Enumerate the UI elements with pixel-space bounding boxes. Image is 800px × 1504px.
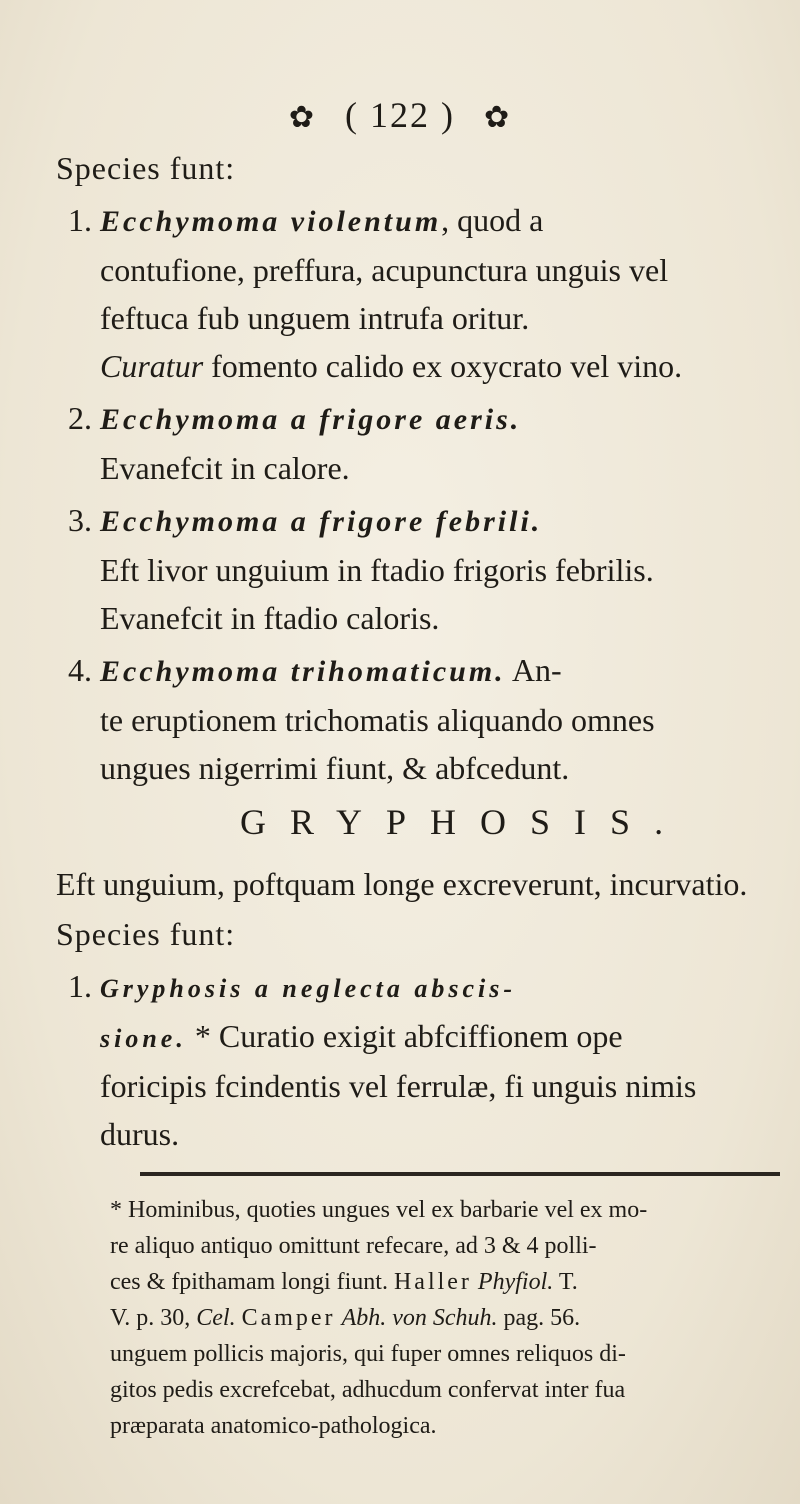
footnote-text: ces & fpithamam longi fiunt. — [110, 1269, 388, 1295]
gryphosis-definition: Eft unguium, poftquam longe excreverunt, incurvatio. — [56, 866, 748, 902]
item2-number: 2. — [68, 400, 92, 436]
ornament-left-icon: ✿ — [288, 101, 316, 134]
item3-line1 — [68, 504, 542, 537]
item4-number: 4. — [68, 652, 92, 688]
item3-line3: Evanefcit in ftadio caloris. — [100, 600, 440, 636]
g1-line4: durus. — [100, 1116, 180, 1152]
g1-number: 1. — [68, 968, 92, 1004]
item1-number: 1. — [68, 202, 92, 238]
footnote-author-haller: Haller — [393, 1269, 472, 1295]
item1-line2: contufione, preffura, acupunctura unguis vel — [100, 252, 669, 288]
footnote-line7: præparata anatomico-pathologica. — [110, 1413, 437, 1439]
footnote-line4 — [110, 1306, 580, 1330]
item4-line3: ungues nigerrimi fiunt, & abfcedunt. — [100, 750, 570, 786]
g1-line2 — [100, 1020, 623, 1052]
item4-line2: te eruptionem trichomatis aliquando omnes — [100, 702, 655, 738]
g1-title-end: sione. — [100, 1024, 187, 1053]
item4-title: Ecchymoma trihomaticum. — [100, 655, 506, 688]
item2-line2: Evanefcit in calore. — [100, 450, 350, 486]
footnote-line6: gitos pedis excrefcebat, adhucdum confervat inter fua — [110, 1377, 626, 1403]
footnote-page: V. p. 30, — [110, 1305, 191, 1331]
item3-title: Ecchymoma a frigore febrili. — [100, 505, 543, 538]
item2-line1 — [68, 402, 521, 435]
species-heading-2: Species funt: — [56, 916, 236, 952]
item1-line4 — [100, 350, 682, 382]
item4-line1-text: An- — [511, 652, 562, 688]
curatur-word: Curatur — [100, 348, 204, 384]
footnote-line5: unguem pollicis majoris, qui fuper omnes reliquos di- — [110, 1341, 626, 1367]
item3-number: 3. — [68, 502, 92, 538]
item2-title: Ecchymoma a frigore aeris. — [100, 403, 522, 436]
item1-title: Ecchymoma violentum — [100, 205, 442, 238]
gryphosis-heading: GRYPHOSIS. — [240, 802, 688, 842]
item3-line2: Eft livor unguium in ftadio frigoris febrilis. — [100, 552, 654, 588]
g1-line2-text: * Curatio exigit abfciffionem ope — [194, 1018, 623, 1054]
footnote-work-abh: Abh. von Schuh. — [341, 1305, 498, 1331]
item4-line1 — [68, 654, 562, 687]
footnote-cel: Cel. — [196, 1305, 236, 1331]
ornament-right-icon: ✿ — [483, 101, 512, 134]
footnote-pag: pag. 56. — [503, 1305, 581, 1331]
page-header — [0, 94, 800, 136]
footnote-line2: re aliquo antiquo omittunt refecare, ad 3 & 4 polli- — [110, 1233, 597, 1259]
footnote-volume: T. — [558, 1269, 578, 1295]
g1-title: Gryphosis a neglecta abscis- — [100, 974, 517, 1003]
item1-line3: feftuca fub unguem intrufa oritur. — [100, 300, 530, 336]
item1-text: , quod a — [441, 202, 544, 238]
species-heading: Species funt: — [56, 150, 236, 186]
item1-line1 — [68, 204, 543, 237]
footnote-rule — [140, 1172, 780, 1176]
g1-line3: foricipis fcindentis vel ferrulæ, fi unguis nimis — [100, 1068, 697, 1104]
footnote-line3 — [110, 1270, 578, 1294]
footnote-work-physiol: Phyfiol. — [477, 1269, 554, 1295]
page-number: ( 122 ) — [345, 95, 455, 135]
footnote-line1: * Hominibus, quoties ungues vel ex barbarie vel ex mo- — [110, 1197, 648, 1223]
g1-line1 — [68, 970, 516, 1002]
item1-line4-text: fomento calido ex oxycrato vel vino. — [211, 348, 683, 384]
footnote-author-camper: Camper — [241, 1305, 336, 1331]
